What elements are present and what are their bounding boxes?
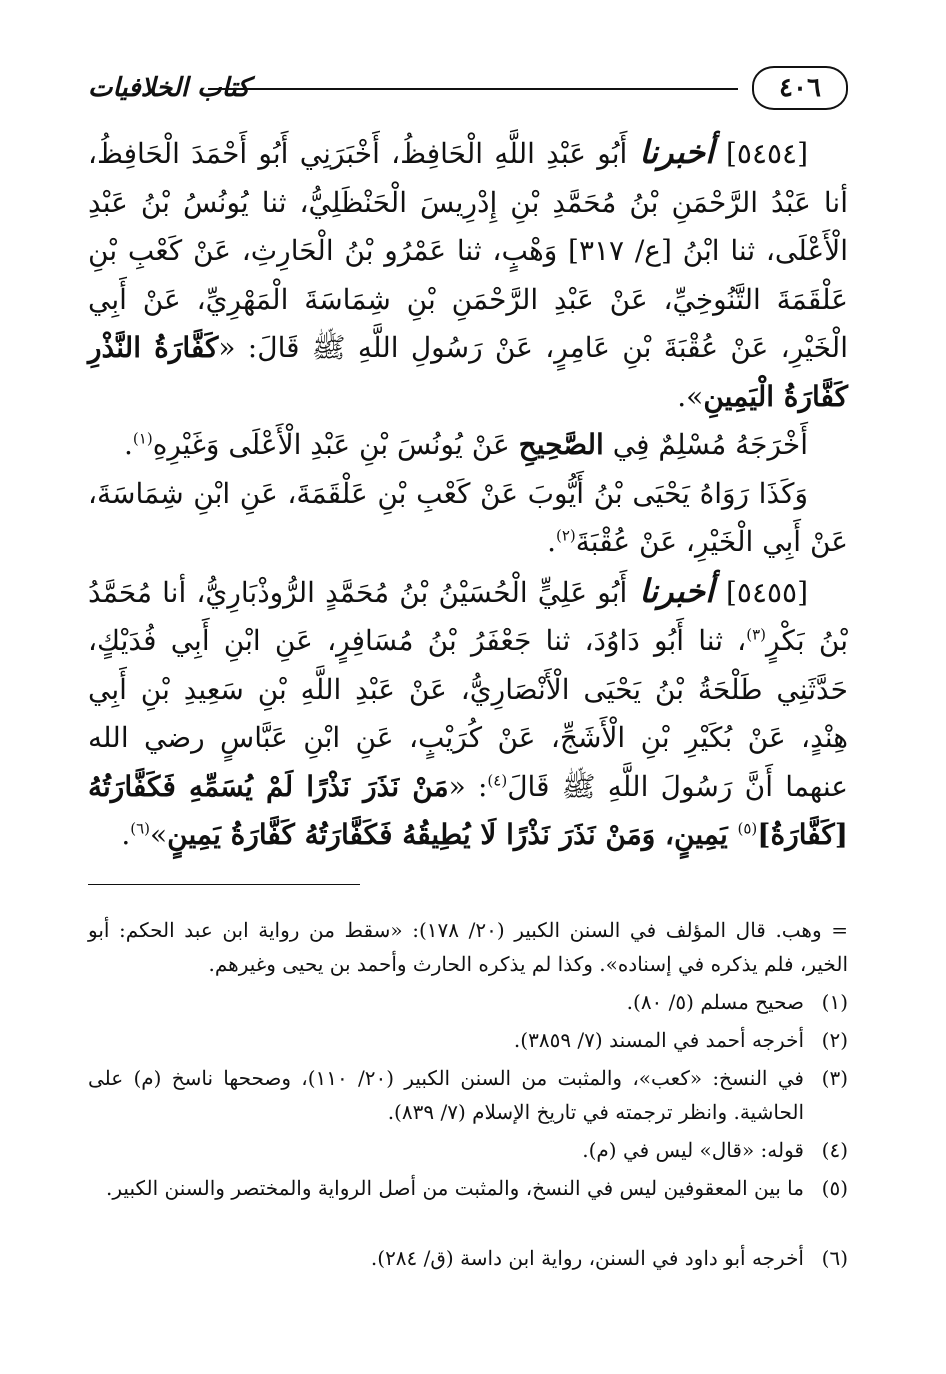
takhrij-text: أَخْرَجَهُ مُسْلِمٌ فِي: [603, 428, 808, 461]
page-header: [88, 60, 848, 120]
footnote-text: أخرجه أبو داود في السنن، رواية ابن داسة (ق/ ٢٨٤).: [370, 1245, 804, 1270]
footnotes: [88, 913, 848, 1275]
hadith-5454: [88, 128, 848, 421]
header-rule: [208, 88, 738, 90]
punctuation: ».: [677, 379, 704, 413]
punctuation: »: [150, 818, 168, 851]
matn-text: كَفَّارَةُ النَّذْرِ كَفَّارَةُ الْيَمِينِ: [88, 331, 848, 413]
footnote-ref[interactable]: (٣): [746, 625, 766, 644]
hadith-number: [٥٤٥٤]: [725, 137, 808, 170]
akhbarana-keyword: أخبرنا: [639, 571, 714, 610]
footnote-ref[interactable]: (٤): [487, 771, 508, 790]
page-number: ٤٠٦: [752, 66, 848, 110]
footnote-continuation: = وهب. قال المؤلف في السنن الكبير (٢٠/ ١٧٨): «سقط من رواية ابن عبد الحكم: أبو الخير، فلم يذكره في إسناده». وكذا لم يذكره الحارث وأحمد بن يحيى وغيرهم.: [88, 917, 848, 976]
footnote-item: [88, 1171, 848, 1205]
isnad-text: أَبُو عَبْدِ اللَّهِ الْحَافِظُ، أَخْبَرَنِي أَبُو أَحْمَدَ الْحَافِظُ، أنا عَبْدُ الرَّحْمَنِ بْنُ مُحَمَّدِ بْنِ إِدْرِيسَ الْحَنْظَلِيُّ، ثنا يُونُسُ بْنُ عَبْدِ الْأَعْلَى، ثنا ابْنُ [ع/ ٣١٧] وَهْبٍ، ثنا عَمْرُو بْنُ الْحَارِثِ، عَنْ كَعْبِ بْنِ عَلْقَمَةَ التَّنُوخِيِّ، عَنْ عَبْدِ الرَّحْمَنِ بْنِ شِمَاسَةَ الْمَهْرِيِّ، عَنْ أَبِي الْخَيْرِ، عَنْ عُقْبَةَ بْنِ عَامِرٍ، عَنْ رَسُولِ اللَّهِ ﷺ قَالَ: «: [88, 137, 848, 364]
footnote-ref[interactable]: (٥): [737, 819, 758, 838]
footnote-number: (٢): [821, 1027, 848, 1052]
isnad-text: ، ثنا أَبُو دَاوُدَ، ثنا جَعْفَرُ بْنُ مُسَافِرٍ، عَنِ ابْنِ أَبِي فُدَيْكٍ، حَدَّثَنِي طَلْحَةُ بْنُ يَحْيَى الْأَنْصَارِيُّ، عَنْ عَبْدِ اللَّهِ بْنِ سَعِيدِ بْنِ أَبِي هِنْدٍ، عَنْ بُكَيْرِ بْنِ الْأَشَجِّ، عَنْ كُرَيْبٍ، عَنِ ابْنِ عَبَّاسٍ رضي الله عنهما أَنَّ رَسُولَ اللَّهِ ﷺ قَالَ: [88, 624, 848, 803]
page: [88, 60, 848, 1279]
footnote-ref[interactable]: (٢): [556, 526, 576, 545]
footnote-text: ما بين المعقوفين ليس في النسخ، والمثبت من أصل الرواية والمختصر والسنن الكبير.: [106, 1175, 804, 1200]
main-text: [88, 128, 848, 860]
riwaya-paragraph: [88, 470, 848, 567]
hadith-5455: [88, 567, 848, 860]
footnote-number: (١): [821, 989, 848, 1014]
footnote-ref[interactable]: (٦): [130, 819, 151, 838]
footnote-item: [88, 1061, 848, 1129]
book-title: كتاب الخلافيات: [88, 73, 250, 103]
punctuation: .: [121, 818, 131, 851]
footnote-item: [88, 1023, 848, 1057]
footnote-item: [88, 1241, 848, 1275]
takhrij-text: عَنْ يُونُسَ بْنِ عَبْدِ الْأَعْلَى وَغَيْرِهِ: [152, 428, 519, 461]
riwaya-text: وَكَذَا رَوَاهُ يَحْيَى بْنُ أَيُّوبَ عَنْ كَعْبِ بْنِ عَلْقَمَةَ، عَنِ ابْنِ شِمَاسَةَ، عَنْ أَبِي الْخَيْرِ، عَنْ عُقْبَةَ: [88, 476, 848, 558]
footnote-separator: [88, 884, 360, 885]
takhrij-paragraph: [88, 421, 848, 470]
footnote-number: (٦): [821, 1245, 848, 1270]
footnote-ref[interactable]: (١): [132, 429, 153, 448]
footnote-text: في النسخ: «كعب»، والمثبت من السنن الكبير (٢٠/ ١١٠)، وصححها ناسخ (م) على الحاشية. وانظر ترجمته في تاريخ الإسلام (٧/ ٨٣٩).: [88, 1065, 804, 1124]
punctuation: : «: [448, 769, 488, 803]
matn-text: مَنْ نَذَرَ نَذْرًا لَمْ يُسَمِّهِ فَكَفَّارَتُهُ [كَفَّارَةُ]: [88, 769, 848, 851]
punctuation: .: [547, 525, 556, 558]
footnote-text: أخرجه أحمد في المسند (٧/ ٣٨٥٩).: [513, 1027, 804, 1052]
sahih-keyword: الصَّحِيحِ: [518, 428, 604, 461]
matn-text: يَمِينٍ، وَمَنْ نَذَرَ نَذْرًا لَا يُطِيقُهُ فَكَفَّارَتُهُ كَفَّارَةُ يَمِينٍ: [167, 818, 738, 851]
footnote-text: صحيح مسلم (٥/ ٨٠).: [626, 989, 804, 1014]
akhbarana-keyword: أخبرنا: [639, 133, 714, 171]
footnote-item: [88, 985, 848, 1019]
footnote-number: (٥): [821, 1175, 848, 1200]
footnote-number: (٣): [821, 1065, 848, 1090]
isnad-text: أَبُو عَلِيٍّ الْحُسَيْنُ بْنُ مُحَمَّدٍ الرُّوذْبَارِيُّ، أنا مُحَمَّدُ بْنُ بَكْرٍ: [88, 575, 849, 657]
footnote-item: [88, 1133, 848, 1167]
footnote-number: (٤): [821, 1137, 848, 1162]
hadith-number: [٥٤٥٥]: [725, 575, 808, 609]
punctuation: .: [124, 428, 133, 461]
footnote-text: قوله: «قال» ليس في (م).: [582, 1137, 804, 1162]
